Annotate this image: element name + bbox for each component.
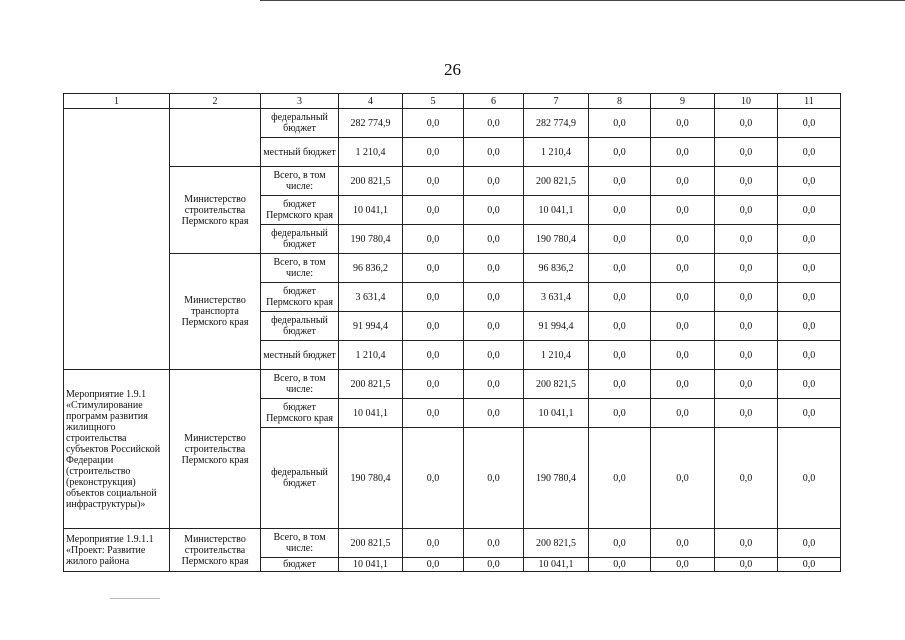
value-cell: 96 836,2	[524, 254, 589, 283]
value-cell: 0,0	[778, 225, 841, 254]
value-cell: 0,0	[464, 529, 524, 558]
value-cell: 3 631,4	[339, 283, 403, 312]
value-cell: 0,0	[589, 196, 651, 225]
value-cell: 200 821,5	[339, 167, 403, 196]
org-cell: Министерство строительства Пермского края	[170, 529, 261, 572]
value-cell: 282 774,9	[339, 109, 403, 138]
value-cell: 0,0	[403, 254, 464, 283]
value-cell: 0,0	[464, 312, 524, 341]
value-cell: 0,0	[403, 109, 464, 138]
value-cell: 0,0	[651, 196, 715, 225]
table-row	[64, 529, 841, 558]
funding-source: местный бюджет	[261, 138, 339, 167]
budget-table	[63, 93, 841, 572]
column-header: 10	[715, 94, 778, 109]
value-cell: 0,0	[778, 138, 841, 167]
value-cell: 0,0	[589, 529, 651, 558]
value-cell: 0,0	[651, 370, 715, 399]
value-cell: 0,0	[464, 109, 524, 138]
value-cell: 0,0	[715, 370, 778, 399]
value-cell: 0,0	[403, 312, 464, 341]
activity-cell: Мероприятие 1.9.1 «Стимулирование программ развития жилищного строительства субъектов Российской Федерации (строительство (реконструкция) объектов социальной инфраструктуры)»	[64, 370, 170, 529]
value-cell: 0,0	[778, 283, 841, 312]
value-cell: 0,0	[464, 254, 524, 283]
column-header: 3	[261, 94, 339, 109]
value-cell: 0,0	[651, 254, 715, 283]
org-cell: Министерство транспорта Пермского края	[170, 254, 261, 370]
top-rule	[260, 0, 905, 1]
value-cell: 0,0	[778, 167, 841, 196]
value-cell: 0,0	[715, 529, 778, 558]
value-cell: 1 210,4	[339, 138, 403, 167]
value-cell: 0,0	[403, 428, 464, 529]
value-cell: 0,0	[589, 138, 651, 167]
value-cell: 0,0	[403, 529, 464, 558]
value-cell: 0,0	[715, 283, 778, 312]
value-cell: 0,0	[464, 167, 524, 196]
value-cell: 0,0	[403, 399, 464, 428]
value-cell: 0,0	[778, 399, 841, 428]
table-row	[64, 254, 841, 283]
value-cell: 282 774,9	[524, 109, 589, 138]
value-cell: 0,0	[778, 341, 841, 370]
activity-cell-empty	[64, 109, 170, 370]
value-cell: 0,0	[778, 370, 841, 399]
value-cell: 10 041,1	[524, 196, 589, 225]
value-cell: 190 780,4	[524, 225, 589, 254]
value-cell: 91 994,4	[339, 312, 403, 341]
value-cell: 0,0	[464, 370, 524, 399]
value-cell: 0,0	[464, 558, 524, 572]
funding-source: Всего, в том числе:	[261, 254, 339, 283]
value-cell: 0,0	[403, 138, 464, 167]
funding-source: бюджет Пермского края	[261, 196, 339, 225]
value-cell: 0,0	[589, 312, 651, 341]
value-cell: 10 041,1	[524, 399, 589, 428]
value-cell: 0,0	[651, 225, 715, 254]
value-cell: 0,0	[589, 558, 651, 572]
value-cell: 0,0	[715, 167, 778, 196]
column-header: 8	[589, 94, 651, 109]
value-cell: 0,0	[778, 428, 841, 529]
value-cell: 0,0	[651, 138, 715, 167]
value-cell: 91 994,4	[524, 312, 589, 341]
value-cell: 1 210,4	[524, 341, 589, 370]
funding-source: Всего, в том числе:	[261, 167, 339, 196]
scan-mark	[110, 598, 160, 599]
value-cell: 0,0	[403, 558, 464, 572]
value-cell: 200 821,5	[524, 529, 589, 558]
value-cell: 0,0	[589, 283, 651, 312]
value-cell: 96 836,2	[339, 254, 403, 283]
column-header: 9	[651, 94, 715, 109]
value-cell: 0,0	[651, 167, 715, 196]
value-cell: 10 041,1	[339, 196, 403, 225]
funding-source: федеральный бюджет	[261, 225, 339, 254]
funding-source: федеральный бюджет	[261, 109, 339, 138]
value-cell: 0,0	[651, 312, 715, 341]
value-cell: 190 780,4	[339, 225, 403, 254]
value-cell: 0,0	[715, 558, 778, 572]
value-cell: 0,0	[403, 196, 464, 225]
value-cell: 0,0	[778, 558, 841, 572]
value-cell: 0,0	[778, 196, 841, 225]
value-cell: 0,0	[589, 109, 651, 138]
value-cell: 200 821,5	[524, 370, 589, 399]
table-row	[64, 370, 841, 399]
column-header: 1	[64, 94, 170, 109]
org-cell: Министерство строительства Пермского края	[170, 167, 261, 254]
value-cell: 0,0	[715, 109, 778, 138]
value-cell: 0,0	[651, 341, 715, 370]
org-cell: Министерство строительства Пермского края	[170, 370, 261, 529]
funding-source: Всего, в том числе:	[261, 529, 339, 558]
value-cell: 0,0	[715, 225, 778, 254]
org-cell-empty	[170, 109, 261, 167]
page-number: 26	[444, 60, 461, 79]
value-cell: 0,0	[715, 196, 778, 225]
activity-cell: Мероприятие 1.9.1.1 «Проект: Развитие жилого района	[64, 529, 170, 572]
value-cell: 0,0	[464, 341, 524, 370]
value-cell: 0,0	[715, 312, 778, 341]
value-cell: 0,0	[778, 312, 841, 341]
value-cell: 0,0	[464, 399, 524, 428]
funding-source: федеральный бюджет	[261, 428, 339, 529]
value-cell: 0,0	[403, 225, 464, 254]
funding-source: бюджет Пермского края	[261, 283, 339, 312]
value-cell: 0,0	[403, 370, 464, 399]
value-cell: 0,0	[589, 167, 651, 196]
value-cell: 0,0	[778, 254, 841, 283]
value-cell: 0,0	[651, 399, 715, 428]
value-cell: 0,0	[651, 529, 715, 558]
value-cell: 190 780,4	[339, 428, 403, 529]
value-cell: 200 821,5	[339, 529, 403, 558]
column-header: 11	[778, 94, 841, 109]
value-cell: 0,0	[651, 558, 715, 572]
value-cell: 0,0	[715, 254, 778, 283]
value-cell: 0,0	[464, 196, 524, 225]
value-cell: 190 780,4	[524, 428, 589, 529]
funding-source: бюджет Пермского края	[261, 399, 339, 428]
table-row	[64, 167, 841, 196]
value-cell: 10 041,1	[524, 558, 589, 572]
funding-source: федеральный бюджет	[261, 312, 339, 341]
column-header: 7	[524, 94, 589, 109]
value-cell: 0,0	[589, 254, 651, 283]
funding-source: местный бюджет	[261, 341, 339, 370]
value-cell: 10 041,1	[339, 399, 403, 428]
value-cell: 0,0	[464, 428, 524, 529]
value-cell: 0,0	[715, 138, 778, 167]
column-header: 4	[339, 94, 403, 109]
value-cell: 0,0	[403, 167, 464, 196]
value-cell: 0,0	[651, 428, 715, 529]
column-header: 6	[464, 94, 524, 109]
value-cell: 200 821,5	[339, 370, 403, 399]
value-cell: 0,0	[589, 341, 651, 370]
value-cell: 0,0	[589, 370, 651, 399]
value-cell: 0,0	[778, 109, 841, 138]
value-cell: 0,0	[715, 341, 778, 370]
value-cell: 0,0	[589, 225, 651, 254]
value-cell: 0,0	[464, 283, 524, 312]
value-cell: 0,0	[464, 225, 524, 254]
value-cell: 0,0	[651, 109, 715, 138]
value-cell: 10 041,1	[339, 558, 403, 572]
value-cell: 0,0	[403, 283, 464, 312]
value-cell: 0,0	[589, 428, 651, 529]
value-cell: 0,0	[715, 428, 778, 529]
value-cell: 0,0	[651, 283, 715, 312]
value-cell: 3 631,4	[524, 283, 589, 312]
value-cell: 1 210,4	[339, 341, 403, 370]
value-cell: 0,0	[403, 341, 464, 370]
value-cell: 1 210,4	[524, 138, 589, 167]
value-cell: 0,0	[715, 399, 778, 428]
funding-source: бюджет	[261, 558, 339, 572]
value-cell: 0,0	[464, 138, 524, 167]
value-cell: 200 821,5	[524, 167, 589, 196]
column-header: 2	[170, 94, 261, 109]
header-row	[64, 94, 841, 109]
table-row	[64, 109, 841, 138]
column-header: 5	[403, 94, 464, 109]
funding-source: Всего, в том числе:	[261, 370, 339, 399]
value-cell: 0,0	[589, 399, 651, 428]
value-cell: 0,0	[778, 529, 841, 558]
